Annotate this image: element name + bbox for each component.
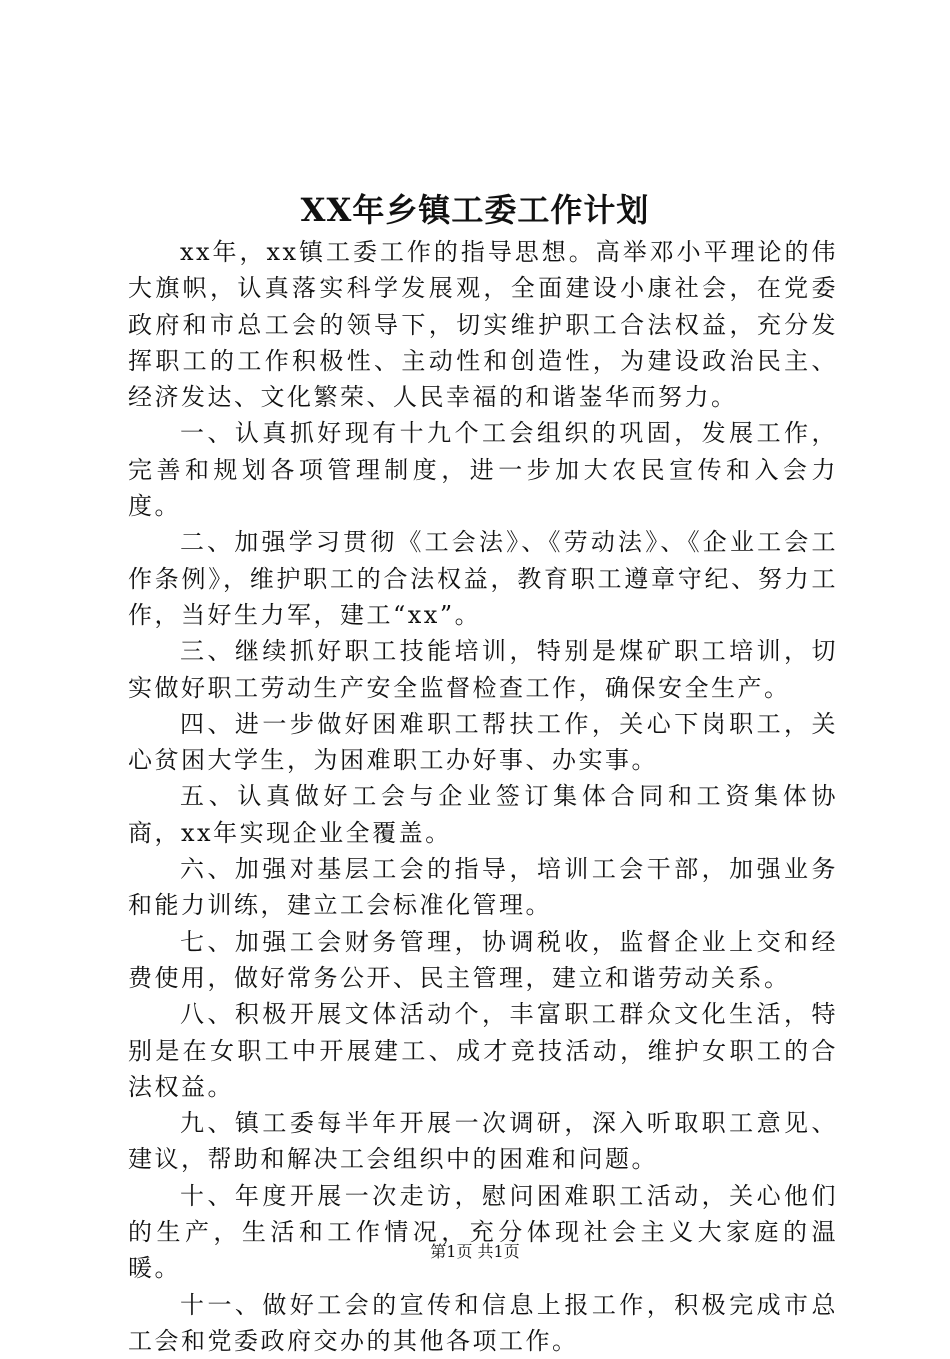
paragraph-item-3: 三、继续抓好职工技能培训，特别是煤矿职工培训，切实做好职工劳动生产安全监督检查工作，确保安全生产。 xyxy=(128,637,838,702)
paragraph-item-2: 二、加强学习贯彻《工会法》、《劳动法》、《企业工会工作条例》，维护职工的合法权益，教育职工遵章守纪、努力工作，当好生力军，建工“xx”。 xyxy=(128,528,838,629)
paragraph-item-5: 五、认真做好工会与企业签订集体合同和工资集体协商，xx年实现企业全覆盖。 xyxy=(128,782,838,847)
paragraph-item-9: 九、镇工委每半年开展一次调研，深入听取职工意见、建议，帮助和解决工会组织中的困难和问题。 xyxy=(128,1109,838,1174)
paragraph-item-7: 七、加强工会财务管理，协调税收，监督企业上交和经费使用，做好常务公开、民主管理，建立和谐劳动关系。 xyxy=(128,927,838,992)
document-body xyxy=(128,234,838,1359)
document-title: XX年乡镇工委工作计划 xyxy=(300,191,650,229)
paragraph-item-10: 十、年度开展一次走访，慰问困难职工活动，关心他们的生产，生活和工作情况，充分体现社会主义大家庭的温暖。 xyxy=(128,1181,838,1283)
paragraph-item-6: 六、加强对基层工会的指导，培训工会干部，加强业务和能力训练，建立工会标准化管理。 xyxy=(128,855,838,920)
paragraph-item-4: 四、进一步做好困难职工帮扶工作，关心下岗职工，关心贫困大学生，为困难职工办好事、办实事。 xyxy=(128,709,838,775)
page-number-footer: 第1页 共1页 xyxy=(430,1242,520,1261)
paragraph-guiding-thought: xx年，xx镇工委工作的指导思想。高举邓小平理论的伟大旗帜，认真落实科学发展观，全面建设小康社会，在党委政府和市总工会的领导下，切实维护职工合法权益，充分发挥职工的工作积极性、主动性和创造性，为建设政治民主、经济发达、文化繁荣、人民幸福的和谐崟华而努力。 xyxy=(128,238,838,412)
paragraph-item-1: 一、认真抓好现有十九个工会组织的巩固，发展工作，完善和规划各项管理制度，进一步加大农民宣传和入会力度。 xyxy=(128,419,838,521)
paragraph-item-8: 八、积极开展文体活动个，丰富职工群众文化生活，特别是在女职工中开展建工、成才竞技活动，维护女职工的合法权益。 xyxy=(128,1000,838,1101)
paragraph-item-11: 十一、做好工会的宣传和信息上报工作，积极完成市总工会和党委政府交办的其他各项工作。 xyxy=(128,1290,838,1355)
